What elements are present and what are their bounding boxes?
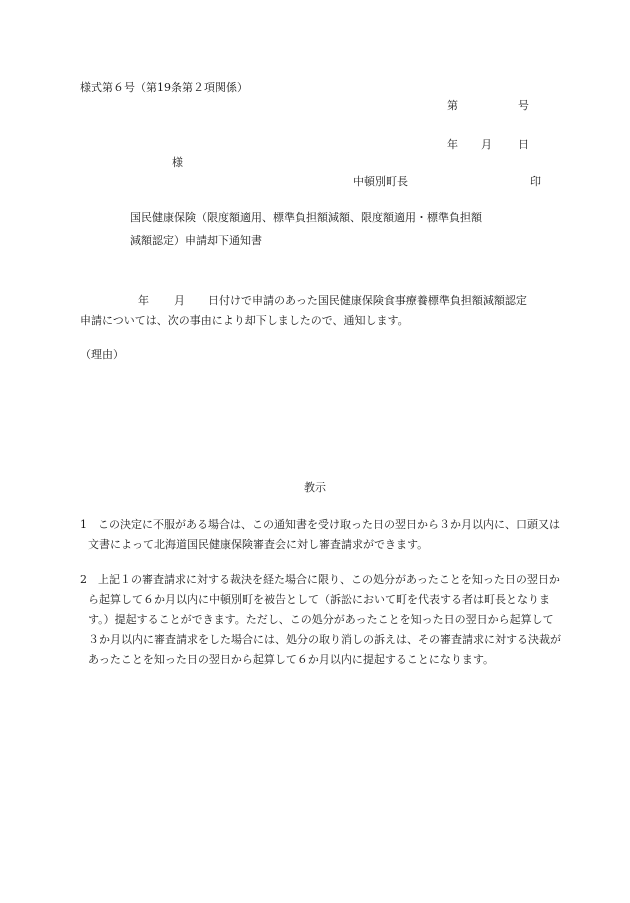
addressee-honorific: 様 [172, 156, 183, 169]
date-month: 月 [481, 138, 492, 151]
instruction-heading: 教示 [304, 481, 326, 494]
document-title-line2: 減額認定）申請却下通知書 [130, 234, 262, 247]
form-number: 様式第６号（第19条第２項関係） [80, 81, 248, 94]
issuer-name: 中頓別町長 [353, 175, 408, 188]
seal-mark: 印 [530, 175, 541, 188]
instruction-item-2: 2 上記１の審査請求に対する裁決を経た場合に限り、この処分があったことを知った日の翌日から起算して６か月以内に中頓別町を被告として（訴訟において町を代表する者は町長となります。）提起することができます。ただし、この処分があったことを知った日の翌日から起算して３か月以内に審査請求をした場合には、処分の取り消しの訴えは、その審査請求に対する決裁があったことを知った日の翌日から起算して６か月以内に提起することになります。 [80, 573, 561, 666]
date-year: 年 [447, 138, 458, 151]
document-title-line1: 国民健康保険（限度額適用、標準負担額減額、限度額適用・標準負担額 [130, 211, 482, 224]
instruction-item-1: 1 この決定に不服がある場合は、この通知書を受け取った日の翌日から３か月以内に、口頭又は文書によって北海道国民健康保険審査会に対し審査請求ができます。 [80, 518, 560, 551]
reason-label: （理由） [80, 348, 124, 361]
body-year: 年 [138, 294, 149, 307]
body-month: 月 [174, 294, 185, 307]
body-paragraph-line2: 申請については、次の事由により却下しましたので、通知します。 [80, 314, 409, 327]
doc-number-prefix: 第 [447, 99, 458, 112]
doc-number-suffix: 号 [518, 99, 529, 112]
date-day: 日 [518, 138, 529, 151]
body-paragraph-tail: 日付けで申請のあった国民健康保険食事療養標準負担額減額認定 [208, 294, 527, 307]
